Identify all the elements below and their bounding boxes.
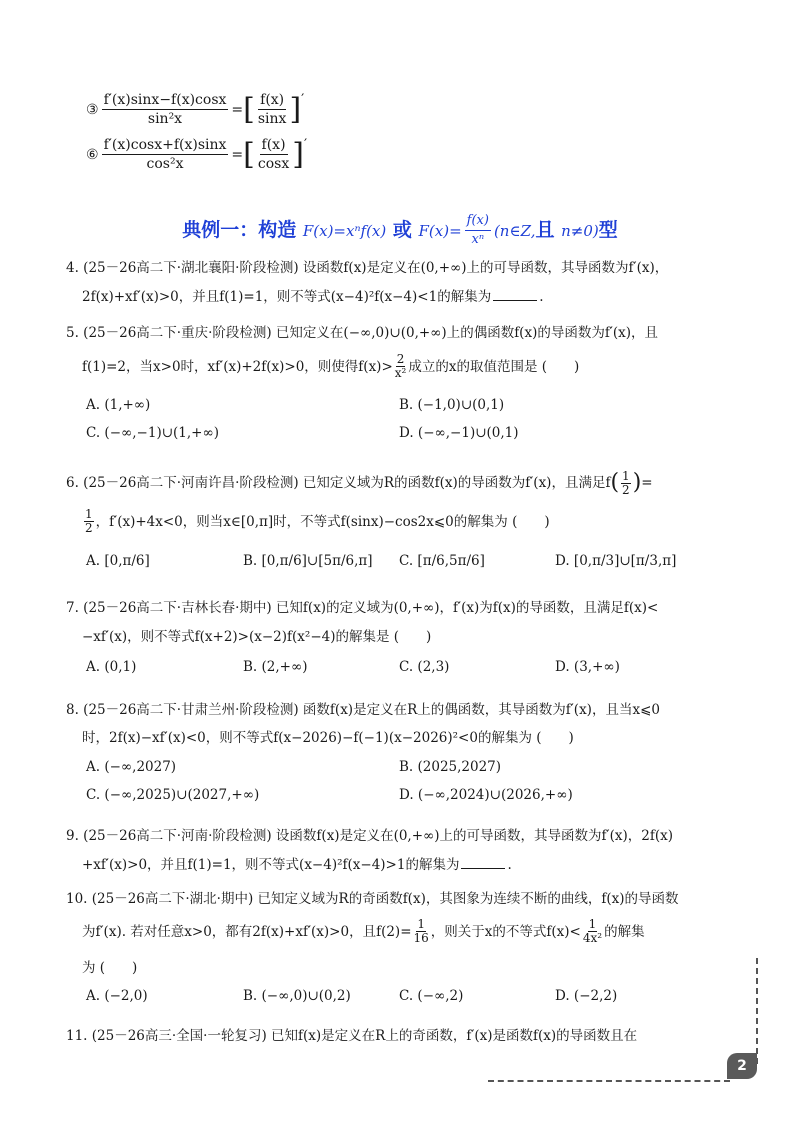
problem-5-line-1: 5. (25－26高二下·重庆·阶段检测) 已知定义在(−∞,0)∪(0,+∞)上的偶函数f(x)的导函数为f′(x)，且 xyxy=(66,325,659,341)
problem-10-option-d[interactable]: D. (−2,2) xyxy=(555,988,618,1004)
problem-7-option-b[interactable]: B. (2,+∞) xyxy=(243,659,308,675)
formula-rhs-fraction: $\frac{f(x)}{\sin x}$ xyxy=(257,92,287,127)
problem-8-option-b[interactable]: B. (2025,2027) xyxy=(399,759,502,775)
problem-6-option-a[interactable]: A. [0,π/6] xyxy=(86,553,150,569)
problem-10-line-2: 为f′(x). 若对任意x>0，都有2f(x)+xf′(x)>0，且f(2)= $\frac{1}{16}$ ，则关于x的不等式f(x)< 1 4x² 的解集 xyxy=(82,917,645,945)
problem-8-option-d[interactable]: D. (−∞,2024)∪(2026,+∞) xyxy=(399,787,573,803)
section-title: 典例一：构造 F(x)=xⁿf(x) 或 F(x)= $\frac{f(x)}{\text{xⁿ}}$ (n∈Z,且 n≠0)型 xyxy=(182,213,618,247)
formula-6: ⑥ $\frac{f'(x)\cos x+f(x)\sin x}{\text{cos²x}}$ = [ $\frac{f(x)}{\cos x}$ ] ′ xyxy=(86,136,308,172)
problem-10-option-c[interactable]: C. (−∞,2) xyxy=(399,988,464,1004)
problem-6-option-d[interactable]: D. [0,π/3]∪[π/3,π] xyxy=(555,553,677,569)
problem-5-option-d[interactable]: D. (−∞,−1)∪(0,1) xyxy=(399,425,519,441)
formula-lhs-fraction: $\frac{f'(x)\sin x-f(x)\cos x}{\text{sin²x}}$ xyxy=(103,92,227,127)
problem-11-line-1: 11. (25－26高三·全国·一轮复习) 已知f(x)是定义在R上的奇函数，f′(x)是函数f(x)的导函数且在 xyxy=(66,1028,638,1044)
problem-8-line-1: 8. (25－26高二下·甘肃兰州·阶段检测) 函数f(x)是定义在R上的偶函数，其导函数为f′(x)，且当x⩽0 xyxy=(66,702,660,718)
problem-5-option-c[interactable]: C. (−∞,−1)∪(1,+∞) xyxy=(86,425,219,441)
problem-8-option-a[interactable]: A. (−∞,2027) xyxy=(86,759,177,775)
problem-10-line-3: 为 ( ) xyxy=(82,960,138,976)
problem-10-option-a[interactable]: A. (−2,0) xyxy=(86,988,148,1004)
problem-4-line-2: 2f(x)+xf′(x)>0，并且f(1)=1，则不等式(x−4)²f(x−4)<1的解集为 . xyxy=(82,289,544,305)
answer-blank[interactable] xyxy=(493,287,537,301)
problem-6-line-1: 6. (25－26高二下·河南许昌·阶段检测) 已知定义域为R的函数f(x)的导函数为f′(x)，且满足f ( 1 2 ) = xyxy=(66,468,653,497)
problem-4-line-1: 4. (25－26高二下·湖北襄阳·阶段检测) 设函数f(x)是定义在(0,+∞)上的可导函数，其导函数为f′(x)， xyxy=(66,260,669,276)
problem-6-option-b[interactable]: B. [0,π/6]∪[5π/6,π] xyxy=(243,553,373,569)
problem-10-option-b[interactable]: B. (−∞,0)∪(0,2) xyxy=(243,988,351,1004)
answer-blank[interactable] xyxy=(461,855,505,869)
formula-lhs-fraction: $\frac{f'(x)\cos x+f(x)\sin x}{\text{cos²x}}$ xyxy=(103,137,227,172)
problem-6-line-2: 1 2 ，f′(x)+4x<0，则当x∈[0,π]时，不等式f(sinx)−cos2x⩽0的解集为 ( ) xyxy=(85,507,550,535)
problem-9-line-2: +xf′(x)>0，并且f(1)=1，则不等式(x−4)²f(x−4)>1的解集为 . xyxy=(82,857,512,873)
problem-10-line-1: 10. (25－26高二下·湖北·期中) 已知定义域为R的奇函数f(x)，其图象为连续不断的曲线，f(x)的导函数 xyxy=(66,891,679,907)
problem-6-option-c[interactable]: C. [π/6,5π/6] xyxy=(399,553,485,569)
problem-5-option-a[interactable]: A. (1,+∞) xyxy=(86,397,151,413)
page-border-dashed-vertical xyxy=(756,958,758,1064)
problem-7-line-1: 7. (25－26高二下·吉林长春·期中) 已知f(x)的定义域为(0,+∞)，f′(x)为f(x)的导函数，且满足f(x)< xyxy=(66,600,659,616)
problem-7-line-2: −xf′(x)，则不等式f(x+2)>(x−2)f(x²−4)的解集是 ( ) xyxy=(82,629,432,645)
formula-rhs-fraction: $\frac{f(x)}{\cos x}$ xyxy=(257,137,290,172)
problem-8-line-2: 时，2f(x)−xf′(x)<0，则不等式f(x−2026)−f(−1)(x−2026)²<0的解集为 ( ) xyxy=(82,730,574,746)
problem-7-option-a[interactable]: A. (0,1) xyxy=(86,659,137,675)
page-number: 2 xyxy=(727,1053,757,1079)
formula-3: ③ $\frac{f'(x)\sin x-f(x)\cos x}{\text{sin²x}}$ = [ $\frac{f(x)}{\sin x}$ ] ′ xyxy=(86,91,305,127)
formula-marker: ③ xyxy=(86,101,99,118)
page-border-dashed-horizontal xyxy=(488,1080,730,1082)
problem-7-option-d[interactable]: D. (3,+∞) xyxy=(555,659,620,675)
problem-7-option-c[interactable]: C. (2,3) xyxy=(399,659,450,675)
problem-9-line-1: 9. (25－26高二下·河南·阶段检测) 设函数f(x)是定义在(0,+∞)上的可导函数，其导函数为f′(x)，2f(x) xyxy=(66,828,673,844)
problem-5-option-b[interactable]: B. (−1,0)∪(0,1) xyxy=(399,397,505,413)
problem-5-line-2: f(1)=2，当x>0时，xf′(x)+2f(x)>0，则使得f(x)> 2 x² 成立的x的取值范围是 ( ) xyxy=(82,352,580,380)
formula-marker: ⑥ xyxy=(86,146,99,163)
problem-8-option-c[interactable]: C. (−∞,2025)∪(2027,+∞) xyxy=(86,787,260,803)
